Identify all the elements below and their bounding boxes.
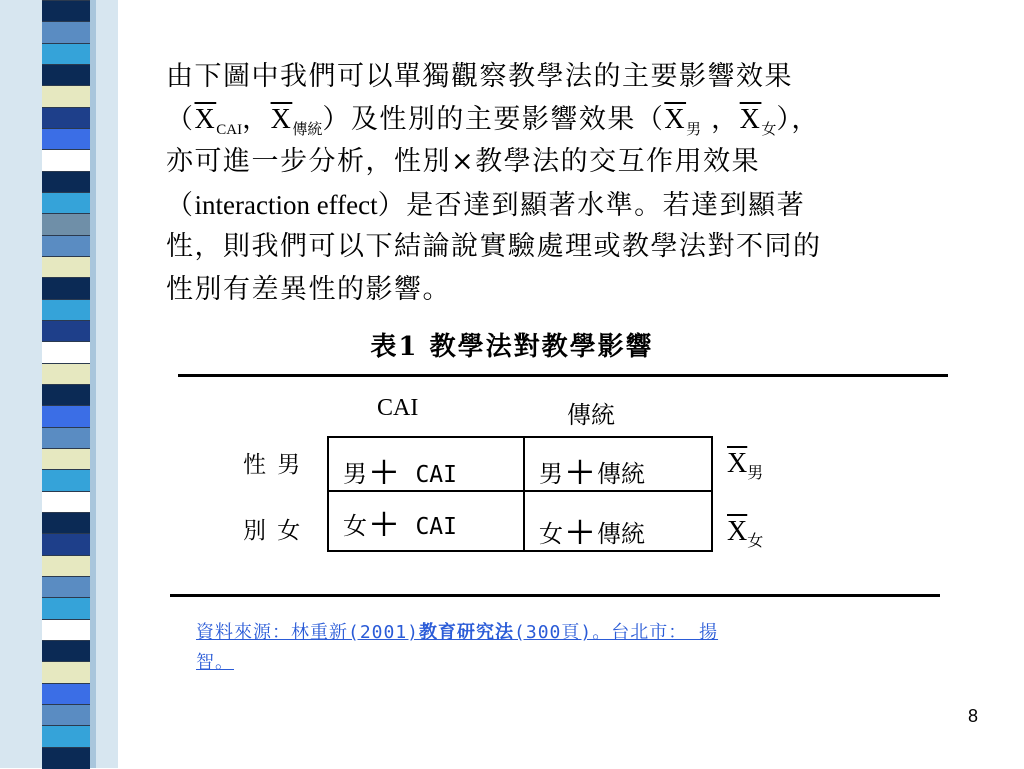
stripe-block [42,576,90,598]
sub-female: 女 [761,119,777,138]
para-line-6: 性別有差異性的影響。 [166,273,451,305]
sub-male: 男 [686,119,702,138]
stripe-block [42,512,90,534]
stripe-block [42,43,90,65]
x-bar-trad: $\overline{X}$ [270,103,293,135]
stripe-block [42,683,90,705]
stripe-block [42,405,90,427]
cell-female-cai: 女＋ CAI [343,508,457,543]
row-mean-female: $\overline{X}_女$ [727,516,764,550]
x-bar-male: $\overline{X}$ [664,103,687,135]
stripe-block [42,725,90,747]
stripe-block [42,235,90,257]
body-paragraph [166,56,966,311]
stripe-block [42,363,90,385]
stripe-block [42,64,90,86]
row-mean-male: $\overline{X}_男$ [727,448,764,482]
stripe-block [42,384,90,406]
stripe-block [42,171,90,193]
page-number: 8 [968,706,979,726]
para-line-1: 由下圖中我們可以單獨觀察教學法的主要影響效果 [166,61,793,92]
cell-grid [327,436,713,552]
stripe-block [42,704,90,726]
row-label-female: 別 女 [243,518,303,544]
para-line-5: 性，則我們可以下結論說實驗處理或教學法對不同的 [166,231,822,262]
stripe-block [42,21,90,43]
row-label-male: 性 男 [243,452,303,478]
cell-male-cai: 男＋ CAI [343,456,457,491]
table-title: 表1 教學法對教學影響 [370,332,654,362]
stripe-block [42,213,90,235]
stripe-block [42,448,90,470]
source-link[interactable]: 資料來源：林重新(2001)教育研究法(300頁)。台北市： 揚 智。 [196,622,719,673]
stripe-block [42,149,90,171]
table-bottom-rule [170,594,940,597]
decorative-stripe [0,0,118,768]
sub-trad: 傳統 [292,119,323,138]
stripe-block [42,661,90,683]
para-line-2: （$\overline{X}_{CAI}$，$\overline{X}_{傳統}$）及性別的主要影響效果（$\overline{X}_男$ ，$\overline{X}_女$）， [166,103,820,138]
stripe-block [42,619,90,641]
stripe-block [42,256,90,278]
sub-cai: CAI [216,121,243,138]
stripe-block [42,299,90,321]
stripe-block [42,491,90,513]
cell-male-traditional: 男＋傳統 [539,456,645,491]
stripe-block [42,469,90,491]
stripe-block [42,427,90,449]
column-header-cai: CAI [377,395,419,421]
x-bar-female: $\overline{X}$ [739,103,762,135]
column-header-traditional: 傳統 [567,401,615,429]
stripe-block [42,192,90,214]
stripe-block [42,533,90,555]
stripe-block [42,640,90,662]
x-bar-cai: $\overline{X}$ [194,103,217,135]
para-line-3: 亦可進一步分析，性別×教學法的交互作用效果 [166,146,761,177]
stripe-block [42,597,90,619]
stripe-block [42,555,90,577]
table-top-rule [178,374,948,377]
cell-female-traditional: 女＋傳統 [539,516,645,551]
stripe-block [42,277,90,299]
stripe-block [42,85,90,107]
stripe-block [42,107,90,129]
stripe-block [42,0,90,22]
stripe-block [42,747,90,769]
para-line-4: （interaction effect）是否達到顯著水準。若達到顯著 [166,189,806,221]
stripe-block [42,128,90,150]
